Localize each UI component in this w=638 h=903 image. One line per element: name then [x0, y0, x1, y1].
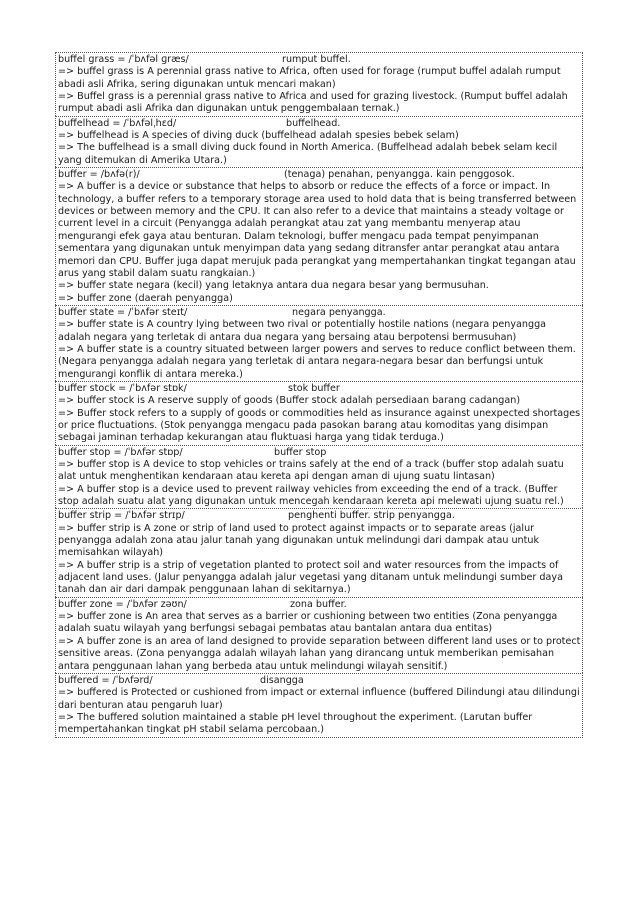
- headword: buffer state = /ˈbʌfər steɪt/: [58, 306, 188, 318]
- definition-line: => buffel grass is A perennial grass native to Africa, often used for forage (rumput buffel adalah rumput abadi asli Afrika, sering digunakan untuk mencari makan): [58, 66, 561, 90]
- headword: buffel grass = /ˈbʌfəl ɡræs/: [58, 54, 189, 65]
- entry-buffel-grass: [55, 52, 583, 116]
- definition-line: => A buffer is a device or substance that helps to absorb or reduce the effects of a force or impact. In technology, a buffer refers to a temporary storage area used to hold data that is being transferred between devices or between memory and the CPU. It can also refer to a device that maintains a steady voltage or current level in a circuit (Penyangga adalah perangkat atau zat yang membantu menyerap atau mengurangi efek gaya atau benturan. Dalam teknologi, buffer mengacu pada tempat penyimpanan sementara yang digunakan untuk menyimpan data yang sedang ditransfer antar perangkat atau antara memori dan CPU. Buffer juga dapat merujuk pada perangkat yang mempertahankan tingkat tegangan atau arus yang stabil dalam suatu rangkaian.): [58, 181, 577, 279]
- definition-line: => buffer strip is A zone or strip of land used to protect against impacts or to separate areas (jalur penyangga adalah zona atau jalur tanah yang digunakan untuk melindungi dari dampak atau untuk memisahkan wilayah): [58, 522, 540, 559]
- definition-line: => buffelhead is A species of diving duck (buffelhead adalah spesies bebek selam): [58, 130, 459, 142]
- headword: buffer strip = /ˈbʌfər strɪp/: [58, 510, 185, 522]
- translation: negara penyangga.: [292, 306, 386, 318]
- related-line: => buffer zone (daerah penyangga): [58, 292, 233, 304]
- translation: stok buffer: [288, 382, 340, 394]
- definition-line: => buffer state is A country lying between two rival or potentially hostile nations (negara penyangga adalah negara yang terletak di antara dua negara yang bersaing atau berpotensi bermusuhan): [58, 319, 547, 343]
- entry-headword-row: [58, 118, 581, 130]
- entry-headword-row: [58, 599, 581, 611]
- entry-buffer: [55, 167, 583, 305]
- entry-buffer-stop: [55, 445, 583, 509]
- entry-buffelhead: [55, 116, 583, 167]
- example-line: => The buffelhead is a small diving duck found in North America. (Buffelhead adalah bebek selam kecil yang ditemukan di Amerika Utara.): [58, 142, 558, 166]
- entry-buffer-zone: [55, 597, 583, 673]
- definition-line: => buffer stop is A device to stop vehicles or trains safely at the end of a track (buffer stop adalah suatu alat untuk menghentikan kendaraan atau kereta api dengan aman di ujung suatu lintasan): [58, 459, 564, 483]
- entry-headword-row: [58, 675, 581, 687]
- entry-buffer-strip: [55, 508, 583, 596]
- related-line: => buffer state negara (kecil) yang letaknya antara dua negara besar yang bermusuhan.: [58, 280, 489, 292]
- example-line: => A buffer strip is a strip of vegetation planted to protect soil and water resources from the impacts of adjacent land uses. (Jalur penyangga adalah jalur vegetasi yang ditanam untuk melindungi sumber daya tanah dan air dari dampak penggunaan lahan di sekitarnya.): [58, 559, 563, 596]
- entry-headword-row: [58, 169, 581, 181]
- entry-headword-row: [58, 307, 581, 319]
- entry-headword-row: [58, 54, 581, 66]
- headword: buffer stock = /ˈbʌfər stɒk/: [58, 382, 187, 394]
- entry-headword-row: [58, 510, 581, 522]
- example-line: => The buffered solution maintained a stable pH level throughout the experiment. (Larutan buffer mempertahankan tingkat pH stabil selama percobaan.): [58, 711, 533, 736]
- translation: buffelhead.: [286, 117, 341, 129]
- example-line: => A buffer zone is an area of land designed to provide separation between different land uses or to protect sensitive areas. (Zona penyangga adalah wilayah lahan yang dirancang untuk memberikan pemisahan antara penggunaan lahan yang berbeda atau untuk melindungi wilayah sensitif.): [58, 635, 581, 672]
- translation: rumput buffel.: [282, 54, 351, 65]
- definition-line: => buffer zone is An area that serves as a barrier or cushioning between two entities (Zona penyangga adalah suatu wilayah yang berfungsi sebagai pembatas atau bantalan antara dua entitas): [58, 611, 558, 635]
- example-line: => Buffer stock refers to a supply of goods or commodities held as insurance against unexpected shortages or price fluctuations. (Stok penyangga mengacu pada pasokan barang atau komoditas yang disimpan sebagai jaminan terhadap kekurangan atau fluktuasi harga yang tidak terduga.): [58, 407, 581, 444]
- entry-buffer-stock: [55, 381, 583, 445]
- translation: zona buffer.: [290, 598, 347, 610]
- headword: buffer zone = /ˈbʌfər zəʊn/: [58, 598, 187, 610]
- translation: buffer stop: [274, 446, 327, 458]
- headword: buffered = /ˈbʌfərd/: [58, 674, 153, 686]
- entry-buffered: [55, 673, 583, 738]
- entry-buffer-state: [55, 305, 583, 381]
- headword: buffer stop = /ˈbʌfər stɒp/: [58, 446, 183, 458]
- headword: buffelhead = /ˈbʌfəlˌhɛd/: [58, 117, 177, 129]
- headword: buffer = /bʌfə(r)/: [58, 169, 140, 181]
- example-line: => A buffer stop is a device used to prevent railway vehicles from exceeding the end of a track. (Buffer stop adalah suatu alat yang digunakan untuk mencegah kendaraan kereta api melewati ujung suatu rel.): [58, 483, 564, 508]
- translation: disangga: [260, 674, 304, 686]
- entry-headword-row: [58, 447, 581, 459]
- example-line: => A buffer state is a country situated between larger powers and serves to reduce conflict between them. (Negara penyangga adalah negara yang terletak di antara negara-negara besar dan berfungsi untuk mengurangi konflik di antara mereka.): [58, 343, 576, 380]
- entry-headword-row: [58, 383, 581, 395]
- translation: penghenti buffer. strip penyangga.: [288, 510, 455, 522]
- definition-line: => buffered is Protected or cushioned from impact or external influence (buffered Dilindungi atau dilindungi dari benturan atau pengaruh luar): [58, 687, 580, 711]
- translation: (tenaga) penahan, penyangga. kain penggosok.: [284, 169, 515, 181]
- definition-line: => buffer stock is A reserve supply of goods (Buffer stock adalah persediaan barang cadangan): [58, 395, 521, 407]
- example-line: => Buffel grass is a perennial grass native to Africa and used for grazing livestock. (Rumput buffel adalah rumput abadi asli Afrika dan digunakan untuk penggembalaan ternak.): [58, 91, 568, 115]
